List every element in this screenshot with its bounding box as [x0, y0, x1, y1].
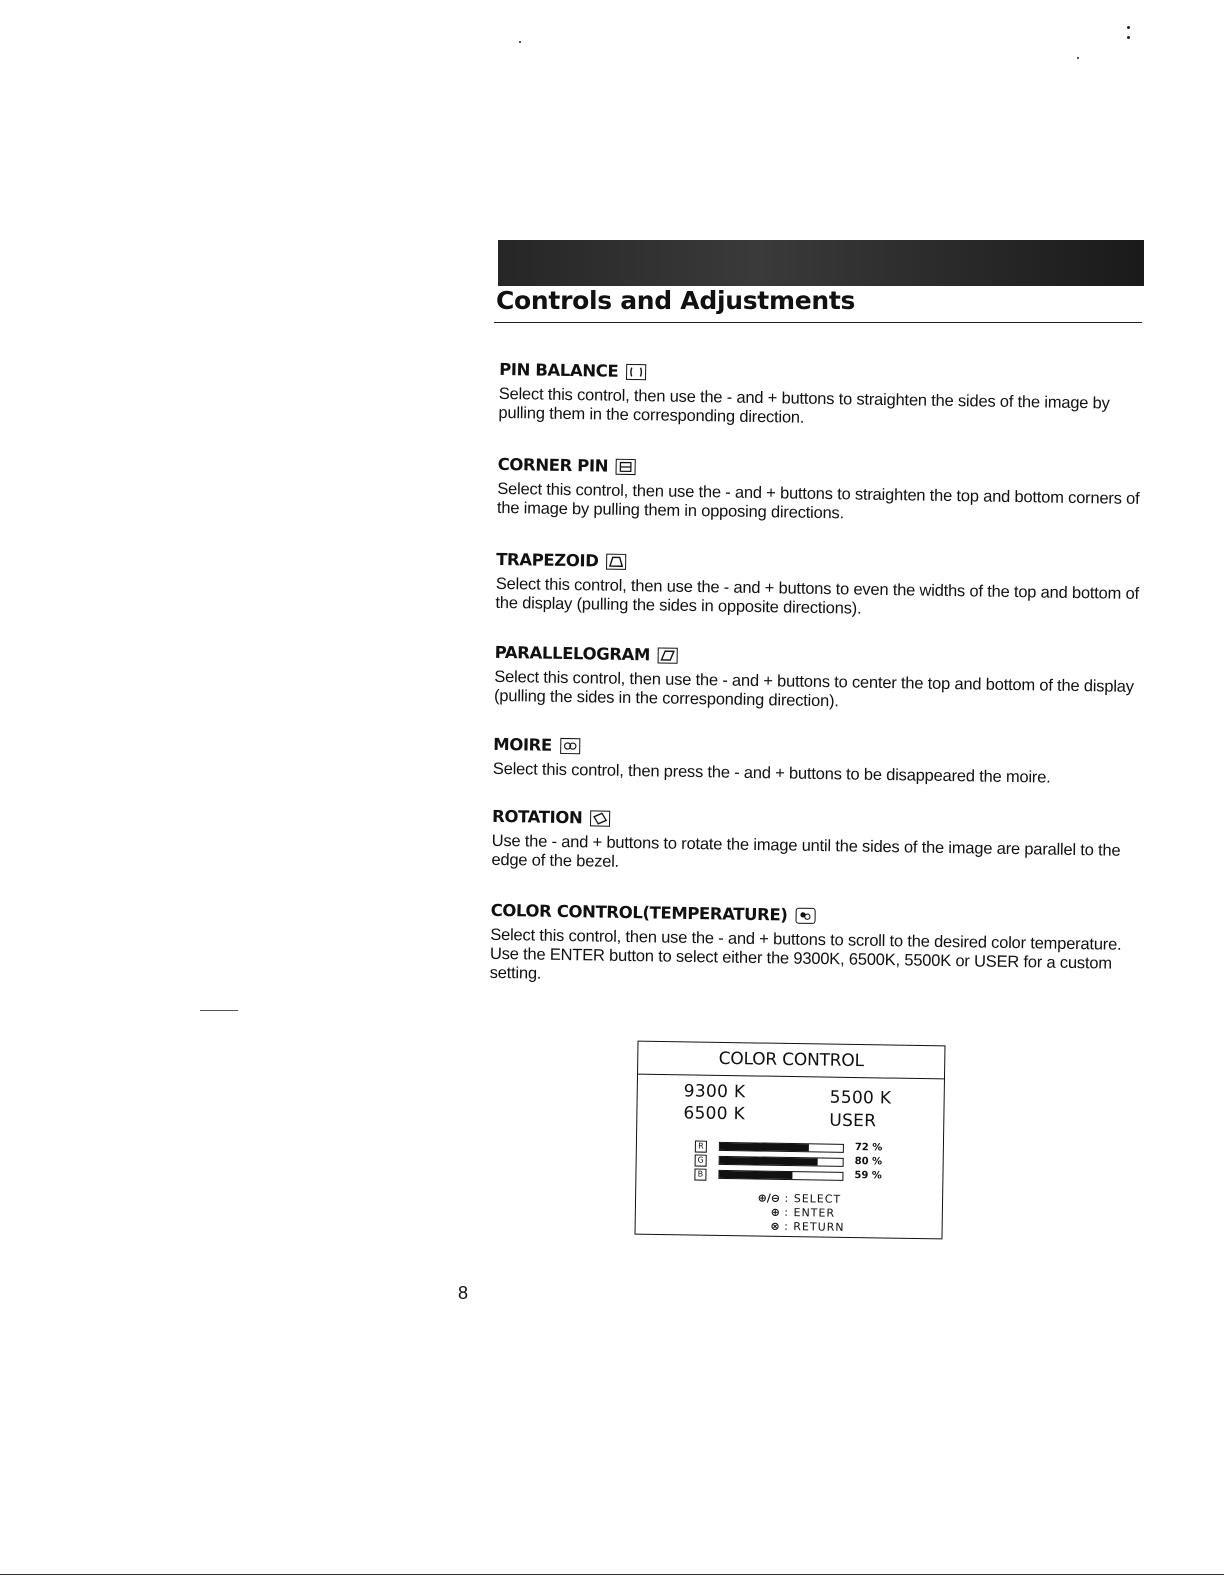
section-heading [498, 455, 1148, 484]
section-pin-balance [498, 360, 1149, 433]
section-color-control [490, 901, 1141, 993]
channel-percent: 72 % [854, 1142, 883, 1154]
section-heading [491, 901, 1141, 930]
scan-speck [200, 1010, 238, 1011]
bar-row-green[interactable] [695, 1155, 895, 1170]
channel-letter: R [695, 1141, 707, 1153]
heading-text: PIN BALANCE [499, 359, 619, 381]
pin-balance-icon [626, 363, 646, 379]
scan-speck [1127, 36, 1130, 39]
section-heading [493, 735, 1143, 764]
moire-icon [560, 737, 580, 753]
bar-track [719, 1156, 844, 1167]
bar-track [719, 1142, 844, 1153]
page-title: Controls and Adjustments [496, 286, 856, 315]
channel-letter: B [694, 1169, 706, 1181]
option-6500k[interactable]: 6500 K [683, 1103, 746, 1125]
heading-text: TRAPEZOID [496, 549, 599, 571]
section-body: Select this control, then use the - and + buttons to center the top and bottom of the display (pulling the sides in the corresponding direction). [493, 667, 1134, 711]
scan-speck [1127, 26, 1130, 29]
color-control-osd [634, 1041, 945, 1240]
heading-text: ROTATION [491, 806, 583, 828]
heading-text: PARALLELOGRAM [494, 642, 651, 665]
section-body: Select this control, then use the - and + buttons to straighten the top and bottom corners of the image by pulling them in opposing directions. [496, 479, 1140, 523]
scan-speck [1077, 57, 1079, 59]
bottom-rule [0, 1574, 1224, 1575]
section-moire [493, 735, 1144, 789]
section-parallelogram [494, 643, 1145, 716]
section-body: Select this control, then use the - and + buttons to even the widths of the top and bottom of the display (pulling the sides in opposite directions). [495, 574, 1140, 618]
channel-letter: G [695, 1155, 707, 1167]
option-user[interactable]: USER [829, 1110, 877, 1132]
section-rotation [491, 807, 1142, 880]
channel-percent: 59 % [854, 1170, 882, 1182]
section-corner-pin [497, 455, 1148, 528]
legend-action: : ENTER [784, 1205, 836, 1220]
section-heading [495, 643, 1145, 672]
legend-action: : RETURN [784, 1219, 845, 1234]
section-body: Select this control, then use the - and + buttons to scroll to the desired color temperature. Use the ENTER button to select either the 9300K, 6500K, 5500K or USER for a custom setting. [489, 925, 1122, 983]
osd-title: COLOR CONTROL [638, 1042, 944, 1080]
osd-options [683, 1080, 904, 1132]
select-symbol: ⊕/⊖ [757, 1191, 781, 1205]
scan-speck [519, 41, 521, 43]
return-symbol: ⊗ [770, 1219, 780, 1233]
option-5500k[interactable]: 5500 K [829, 1087, 892, 1109]
heading-text: COLOR CONTROL(TEMPERATURE) [490, 900, 788, 925]
heading-text: CORNER PIN [497, 454, 609, 476]
page-number: 8 [458, 1283, 469, 1303]
bar-fill [720, 1157, 818, 1166]
section-trapezoid [495, 550, 1146, 623]
section-heading [499, 360, 1149, 389]
option-9300k[interactable]: 9300 K [683, 1081, 746, 1103]
legend-action: : SELECT [784, 1191, 842, 1206]
section-body: Select this control, then press the - and + buttons to be disappeared the moire. [492, 759, 1051, 787]
bar-row-red[interactable] [695, 1141, 895, 1156]
rotation-icon [590, 810, 610, 826]
section-body: Use the - and + buttons to rotate the image until the sides of the image are parallel to the edge of the bezel. [491, 831, 1121, 871]
bar-fill [719, 1171, 792, 1179]
bar-row-blue[interactable] [694, 1169, 894, 1184]
osd-legend [736, 1191, 846, 1235]
bar-fill [720, 1143, 809, 1151]
color-bars [695, 1141, 915, 1182]
trapezoid-icon [606, 553, 626, 569]
heading-text: MOIRE [493, 734, 552, 755]
legend-return [736, 1219, 845, 1235]
section-heading [492, 807, 1142, 836]
channel-percent: 80 % [854, 1156, 883, 1168]
corner-pin-icon [616, 458, 636, 474]
parallelogram-icon [658, 647, 678, 663]
color-temperature-icon [795, 907, 815, 923]
bar-track [718, 1170, 843, 1181]
section-body: Select this control, then use the - and + buttons to straighten the sides of the image by pulling them in the corresponding direction. [498, 384, 1110, 427]
section-heading [496, 550, 1146, 579]
enter-symbol: ⊕ [770, 1205, 780, 1219]
